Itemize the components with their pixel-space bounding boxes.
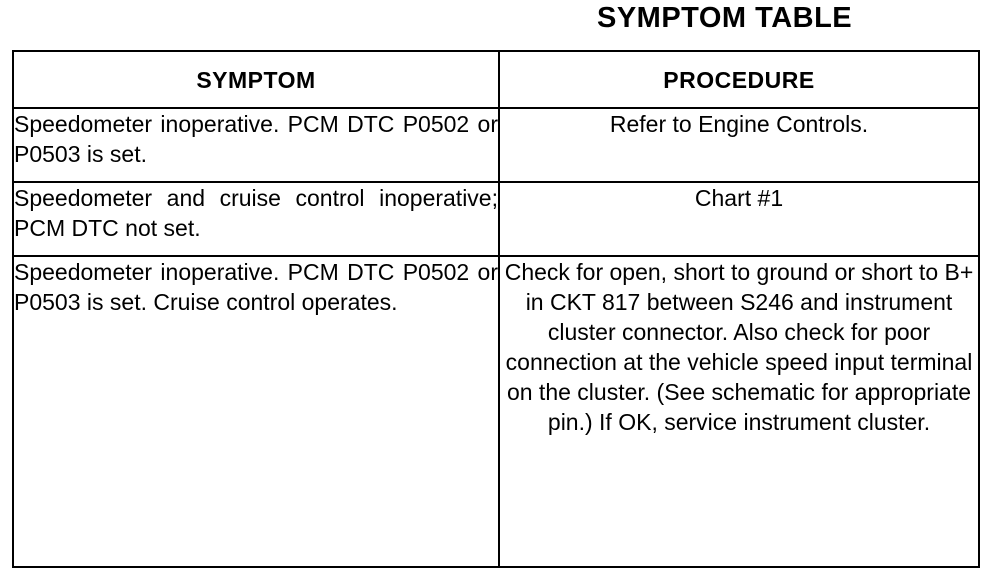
- page-title: SYMPTOM TABLE: [597, 2, 853, 34]
- symptom-cell: Speedometer inoperative. PCM DTC P0502 or P0503 is set.: [13, 108, 499, 182]
- symptom-cell: Speedometer and cruise control inoperative; PCM DTC not set.: [13, 182, 499, 256]
- table-header-row: [13, 51, 979, 108]
- procedure-column-header: PROCEDURE: [499, 51, 979, 108]
- procedure-cell: Check for open, short to ground or short to B+ in CKT 817 between S246 and instrument cluster connector. Also check for poor connection at the vehicle speed input terminal on the cluster. (See schematic for appropriate pin.) If OK, service instrument cluster.: [499, 256, 979, 567]
- table-row: [13, 108, 979, 182]
- table-row: [13, 256, 979, 567]
- symptom-column-header: SYMPTOM: [13, 51, 499, 108]
- table-row: [13, 182, 979, 256]
- symptom-table: [12, 50, 980, 568]
- symptom-cell: Speedometer inoperative. PCM DTC P0502 or P0503 is set. Cruise control operates.: [13, 256, 499, 567]
- procedure-cell: Chart #1: [499, 182, 979, 256]
- procedure-cell: Refer to Engine Controls.: [499, 108, 979, 182]
